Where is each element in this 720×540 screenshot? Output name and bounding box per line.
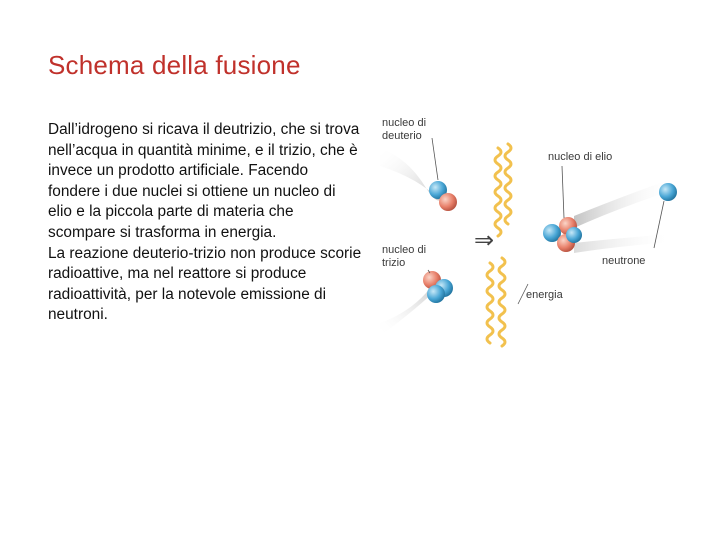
paragraph-radioactivity: La reazione deuterio-trizio non produce scorie radioattive, ma nel reattore si produce radioattività, per la notevole emissione di neutroni. xyxy=(48,244,362,324)
paragraph-fusion-explanation: Dall’idrogeno si ricava il deutrizio, che si trova nell’acqua in quantità minime, e il trizio, che è invece un prodotto artificiale. Facendo fondere i due nuclei si ottiene un nucleo di elio e la piccola parte di materia che scompare si trasforma in energia. xyxy=(48,121,360,241)
slide-title: Schema della fusione xyxy=(48,50,301,80)
label-neutron: neutrone xyxy=(602,255,646,267)
energy-wave-bottom-1 xyxy=(487,263,493,343)
energy-wave-middle xyxy=(505,144,511,224)
proton-particle xyxy=(439,193,457,211)
label-helium: nucleo di elio xyxy=(548,151,613,163)
reaction-arrow-icon: ⇒ xyxy=(474,226,495,254)
deuterium-nucleus xyxy=(429,181,457,211)
energy-wave-bottom-2 xyxy=(499,258,505,346)
leader-lines xyxy=(428,138,664,304)
fusion-diagram xyxy=(378,108,678,358)
neutron-trail xyxy=(574,234,674,253)
body-text xyxy=(48,120,363,326)
neutron-particle xyxy=(566,227,582,243)
label-deuterium-line2: deuterio xyxy=(382,130,422,142)
emitted-neutron xyxy=(659,183,677,201)
fusion-diagram-svg xyxy=(378,108,678,358)
label-deuterium-line1: nucleo di xyxy=(382,117,427,129)
energy-wave-left xyxy=(495,148,501,236)
tritium-nucleus xyxy=(423,271,453,303)
label-energy: energia xyxy=(526,289,563,301)
helium-trail xyxy=(574,178,674,228)
label-tritium-line2: trizio xyxy=(382,257,406,269)
neutron-particle xyxy=(427,285,445,303)
label-tritium-line1: nucleo di xyxy=(382,244,427,256)
